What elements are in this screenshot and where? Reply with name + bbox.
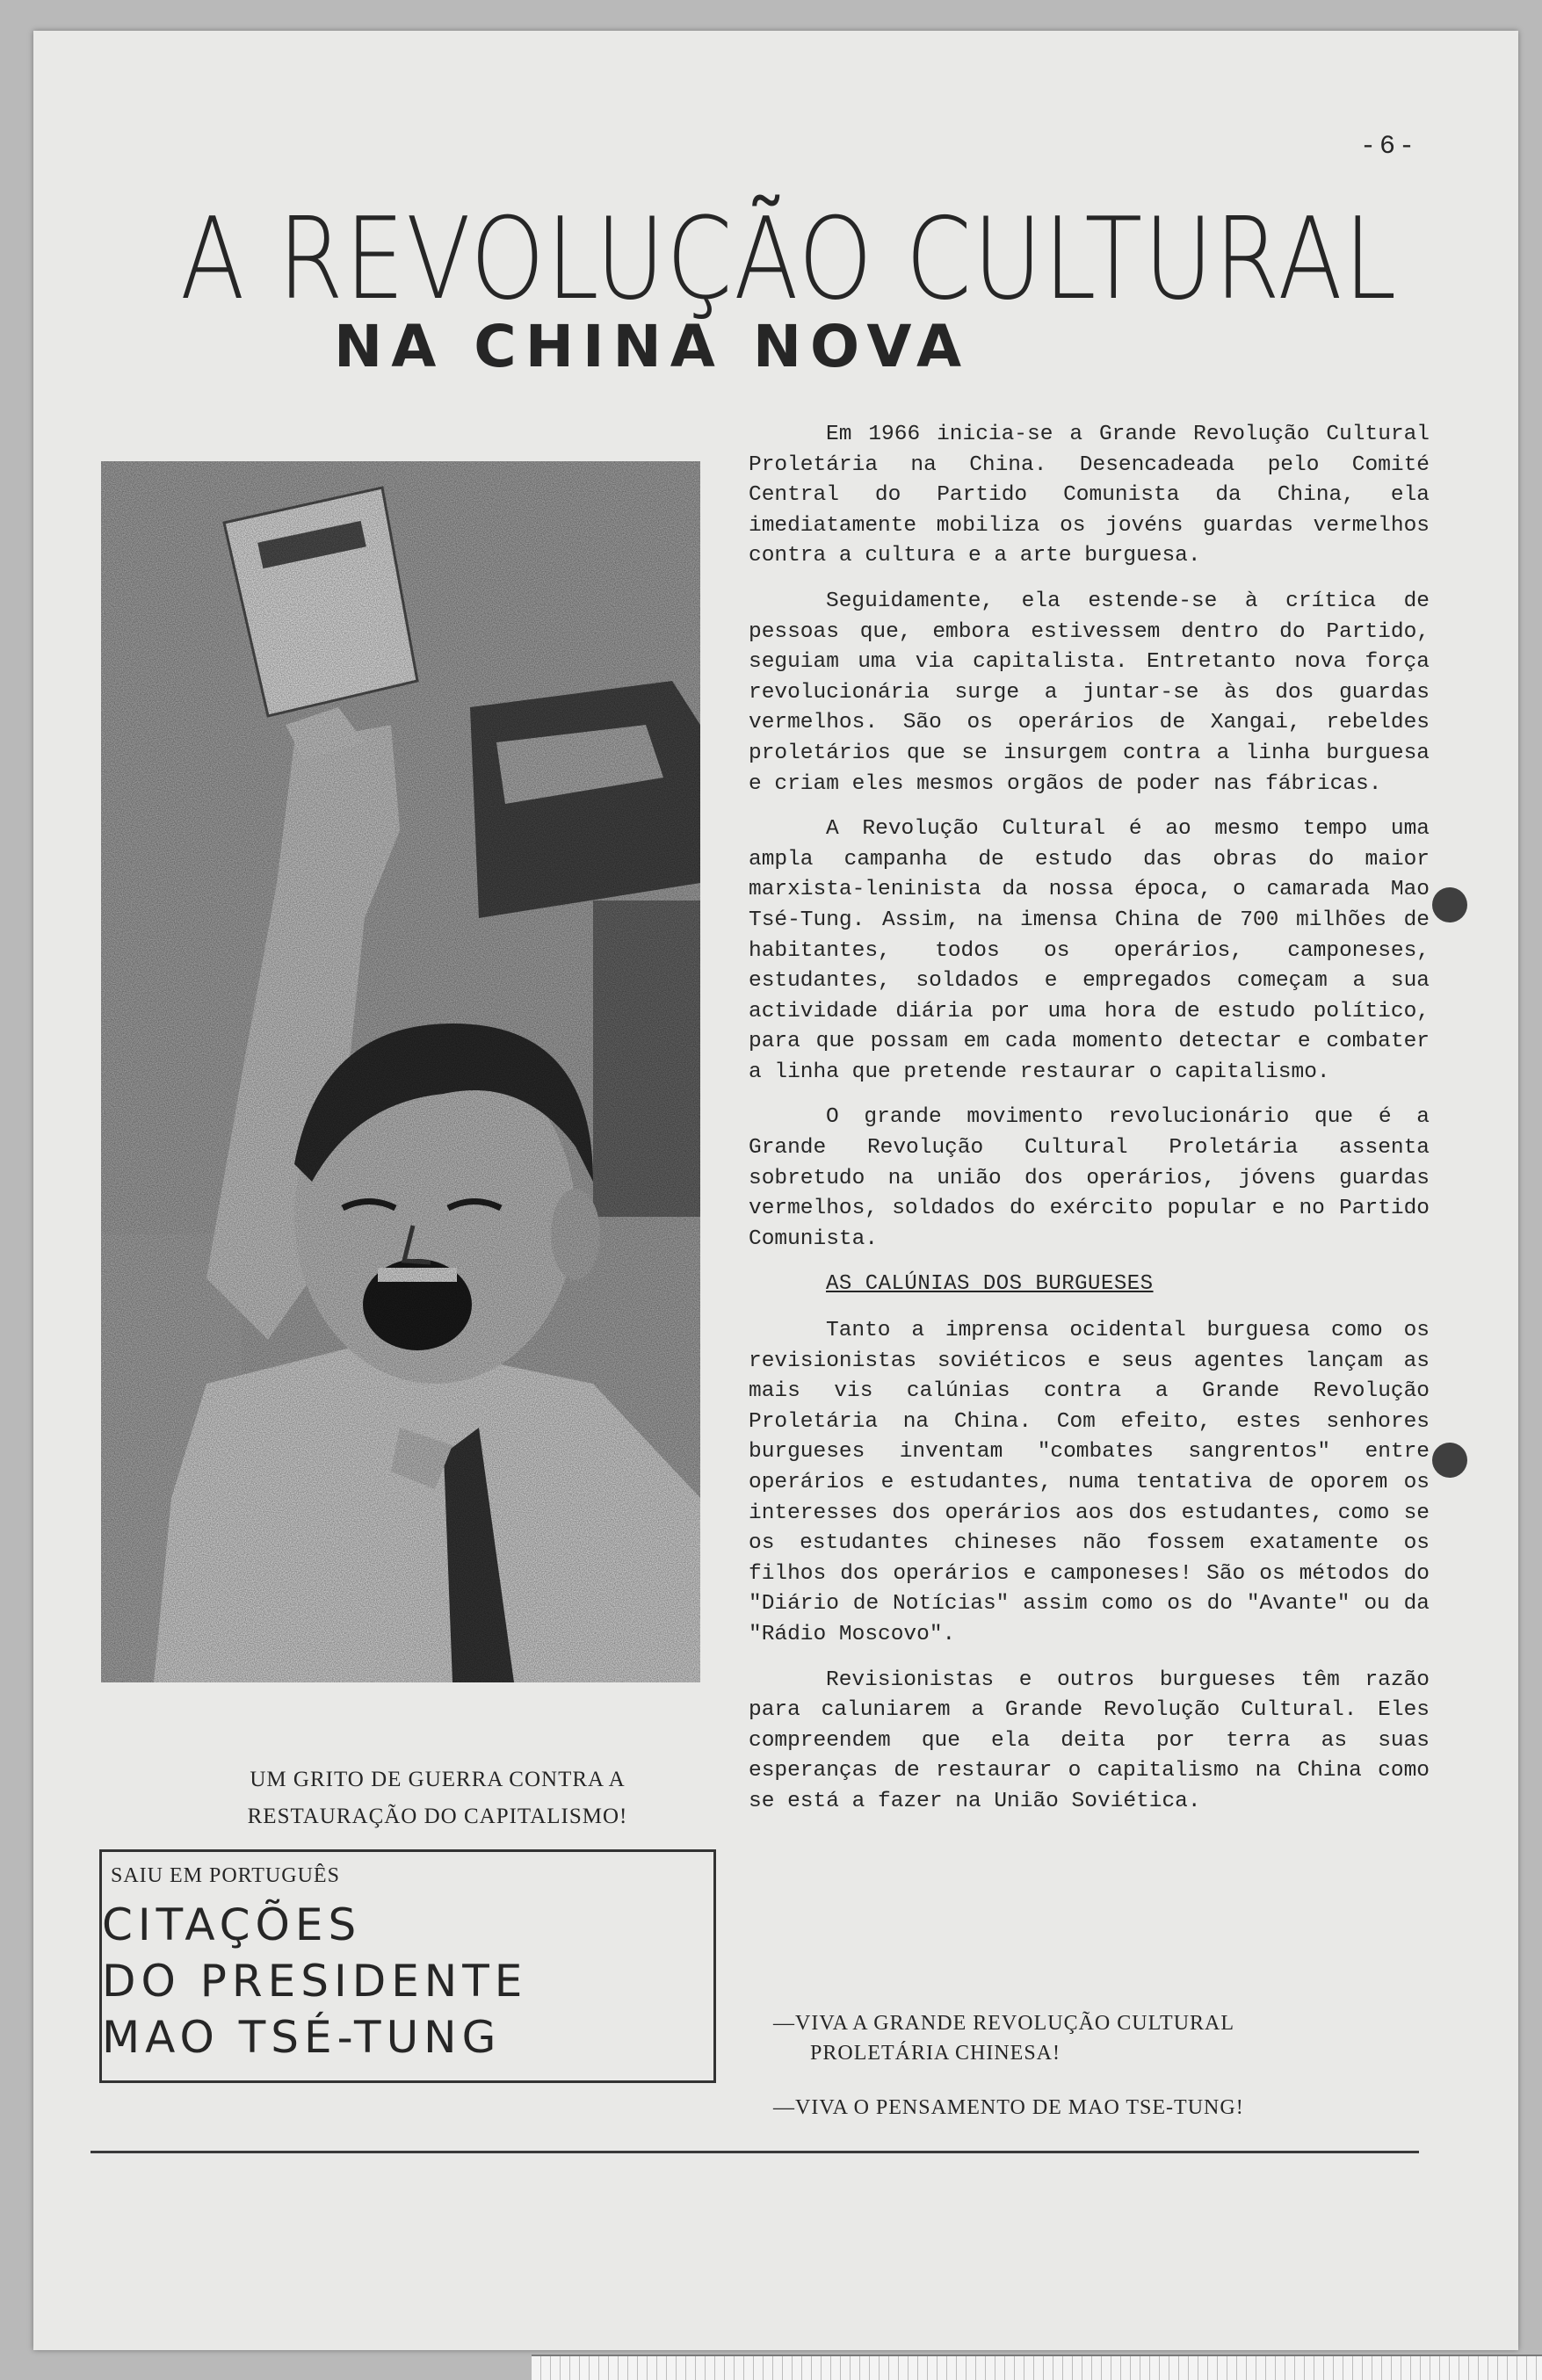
page-title: A REVOLUÇÃO CULTURAL	[180, 194, 1399, 325]
photo-caption	[218, 1761, 657, 1835]
article-paragraph: Em 1966 inicia-se a Grande Revolução Cultural Proletária na China. Desencadeada pelo Comité Central do Partido Comunista da China, ela imediatamente mobiliza os jovéns guardas vermelhos contra a cultura e a arte burguesa.	[749, 423, 1430, 568]
punch-hole	[1432, 1443, 1467, 1478]
slogan-line: PROLETÁRIA CHINESA!	[810, 2042, 1061, 2065]
article-paragraph: A Revolução Cultural é ao mesmo tempo uma ampla campanha de estudo das obras do maior marxista-leninista da nossa época, o camarada Mao Tsé-Tung. Assim, na imensa China de 700 milhões de habitantes, todos os operários, camponeses, estudantes, soldados e empregados começam a sua actividade diária por uma hora de estudo político, para que possam em cada momento detectar e combater a linha que pretende restaurar o capitalismo.	[749, 817, 1430, 1084]
book-promo-box	[99, 1849, 716, 2083]
scan-scale-bar	[532, 2355, 1542, 2380]
promo-title-line: CITAÇÕES	[102, 1899, 362, 1950]
article-body	[749, 420, 1430, 1833]
caption-line: UM GRITO DE GUERRA CONTRA A	[250, 1768, 626, 1791]
slogan-line: —VIVA O PENSAMENTO DE MAO TSE-TUNG!	[773, 2096, 1244, 2119]
article-paragraph: Tanto a imprensa ocidental burguesa como os revisionistas soviéticos e seus agentes lançam as mais vis calúnias contra a Grande Revolução Proletária na China. Com efeito, estes senhores burgueses inventam "combates sangrentos" entre operários e estudantes, numa tentativa de oporem os interesses dos operários aos dos estudantes, como se os estudantes chineses não fossem exatamente os filhos dos operários e camponeses! São os métodos do "Diário de Notícias" assim como os do "Avante" ou da "Rádio Moscovo".	[749, 1319, 1430, 1646]
closing-slogans	[773, 2008, 1406, 2123]
bottom-rule	[90, 2151, 1419, 2153]
section-heading: AS CALÚNIAS DOS BURGUESES	[826, 1272, 1154, 1297]
slogan-line: —VIVA A GRANDE REVOLUÇÃO CULTURAL	[773, 2012, 1235, 2035]
promo-title-line: MAO TSÉ-TUNG	[102, 2012, 502, 2063]
punch-hole	[1432, 887, 1467, 922]
caption-line: RESTAURAÇÃO DO CAPITALISMO!	[247, 1805, 628, 1828]
page-number: -6-	[1360, 132, 1419, 162]
page-subtitle: NA CHINA NOVA	[334, 313, 971, 380]
promo-title-line: DO PRESIDENTE	[102, 1956, 528, 2007]
article-paragraph: Seguidamente, ela estende-se à crítica de pessoas que, embora estivessem dentro do Partido, seguiam uma via capitalista. Entretanto nova força revolucionária surge a juntar-se às dos guardas vermelhos. São os operários de Xangai, rebeldes proletários que se insurgem contra a linha burguesa e criam eles mesmos orgãos de poder nas fábricas.	[749, 589, 1430, 796]
promo-label: SAIU EM PORTUGUÊS	[111, 1864, 340, 1887]
article-paragraph: Revisionistas e outros burgueses têm razão para caluniarem a Grande Revolução Cultural. Eles compreendem que ela deita por terra as suas esperanças de restaurar o capitalismo na China como se está a fazer na União Soviética.	[749, 1667, 1430, 1813]
protest-photo	[101, 461, 700, 1682]
article-paragraph: O grande movimento revolucionário que é a Grande Revolução Cultural Proletária assenta sobretudo na união dos operários, jóvens guardas vermelhos, soldados do exército popular e no Partido Comunista.	[749, 1105, 1430, 1251]
